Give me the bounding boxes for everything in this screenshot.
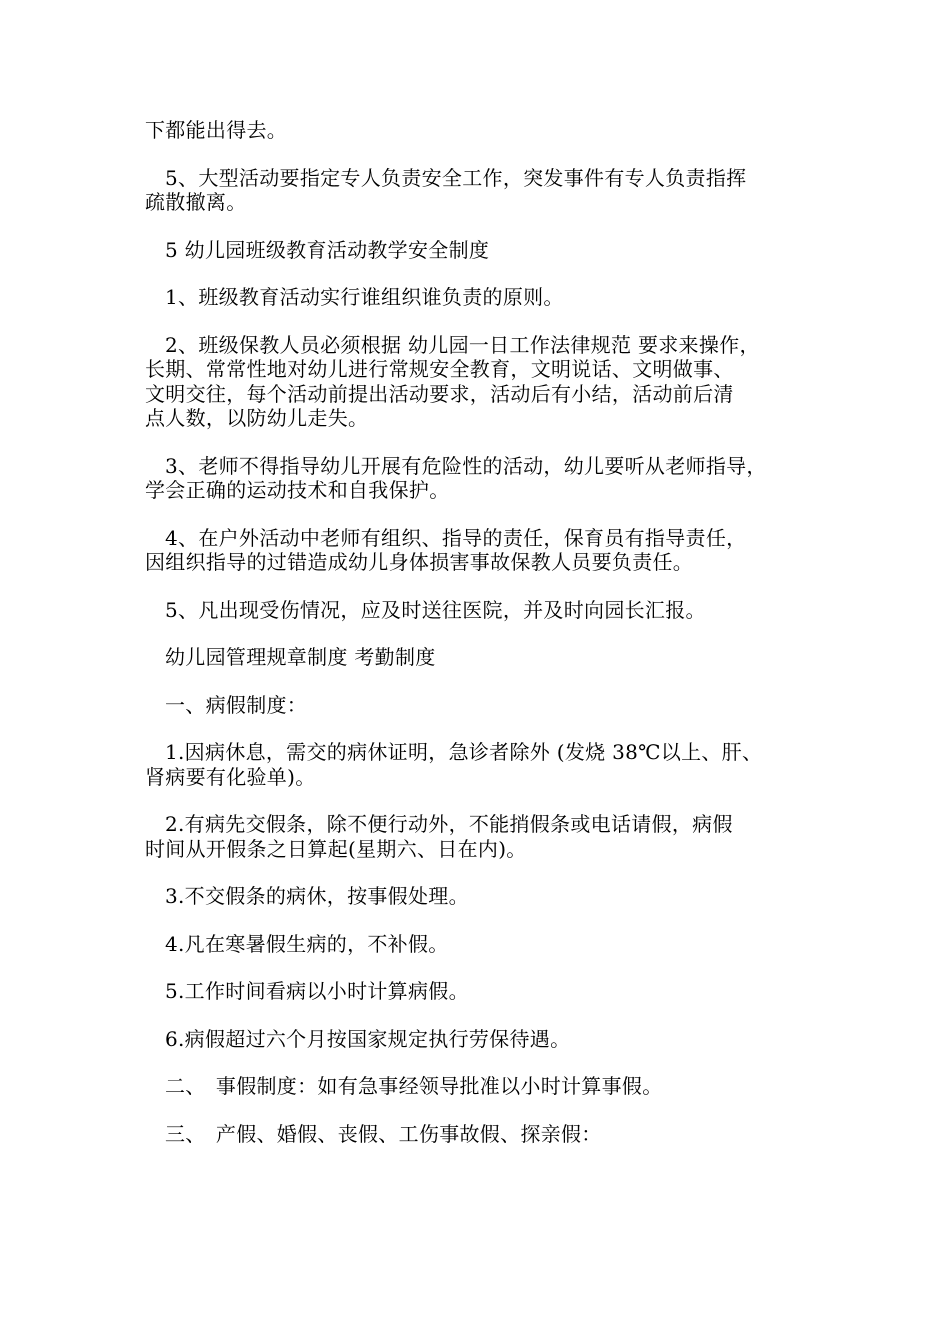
paragraph — [145, 740, 815, 789]
text-line: 疏散撤离。 — [145, 190, 247, 214]
text-line: 4.凡在寒暑假生病的，不补假。 — [165, 931, 449, 956]
paragraph — [145, 979, 815, 1004]
text-line: 肾病要有化验单)。 — [145, 764, 316, 789]
text-line: 点人数，以防幼儿走失。 — [145, 406, 369, 430]
text-line: 2、班级保教人员必须根据 幼儿园一日工作法律规范 要求来操作， — [165, 332, 760, 357]
paragraph — [145, 693, 815, 718]
text-line: 5.工作时间看病以小时计算病假。 — [165, 979, 469, 1003]
paragraph — [145, 932, 815, 957]
text-line: 幼儿园管理规章制度 考勤制度 — [165, 645, 436, 669]
paragraph — [145, 598, 815, 623]
text-line: 5 幼儿园班级教育活动教学安全制度 — [165, 237, 490, 262]
paragraph — [145, 526, 815, 575]
text-line: 一、病假制度： — [165, 692, 308, 717]
text-line: 长期、常常性地对幼儿进行常规安全教育，文明说话、文明做事、 — [145, 357, 734, 381]
paragraph — [145, 1027, 815, 1052]
paragraph — [145, 1122, 815, 1147]
paragraph — [145, 454, 815, 503]
paragraph — [145, 812, 815, 861]
paragraph — [145, 166, 815, 215]
text-line: 2.有病先交假条，除不便行动外，不能捎假条或电话请假，病假 — [165, 812, 733, 836]
text-line: 1、班级教育活动实行谁组织谁负责的原则。 — [165, 285, 564, 309]
document-body — [145, 118, 815, 1169]
text-line: 3、老师不得指导幼儿开展有危险性的活动，幼儿要听从老师指导， — [165, 453, 767, 478]
text-line: 6.病假超过六个月按国家规定执行劳保待遇。 — [165, 1026, 571, 1051]
paragraph — [145, 645, 815, 670]
text-line: 1.因病休息，需交的病休证明，急诊者除外 (发烧 38℃以上、肝、 — [165, 740, 763, 764]
text-line: 5、大型活动要指定专人负责安全工作，突发事件有专人负责指挥 — [165, 165, 747, 190]
text-line: 学会正确的运动技术和自我保护。 — [145, 478, 450, 502]
paragraph — [145, 238, 815, 263]
text-line: 文明交往，每个活动前提出活动要求，活动后有小结，活动前后清 — [145, 381, 734, 406]
text-line: 下都能出得去。 — [145, 118, 288, 142]
text-line: 5、凡出现受伤情况，应及时送往医院，并及时向园长汇报。 — [165, 597, 706, 622]
text-line: 二、 事假制度：如有急事经领导批准以小时计算事假。 — [165, 1074, 663, 1098]
text-line: 时间从开假条之日算起(星期六、日在内)。 — [145, 836, 527, 861]
paragraph — [145, 285, 815, 310]
text-line: 因组织指导的过错造成幼儿身体损害事故保教人员要负责任。 — [145, 550, 694, 574]
text-line: 3.不交假条的病休，按事假处理。 — [165, 884, 469, 908]
paragraph — [145, 884, 815, 909]
text-line: 4、在户外活动中老师有组织、指导的责任，保育员有指导责任， — [165, 525, 747, 550]
paragraph — [145, 118, 815, 143]
text-line: 三、 产假、婚假、丧假、工伤事故假、探亲假： — [165, 1121, 602, 1146]
paragraph — [145, 1074, 815, 1099]
paragraph — [145, 333, 815, 431]
